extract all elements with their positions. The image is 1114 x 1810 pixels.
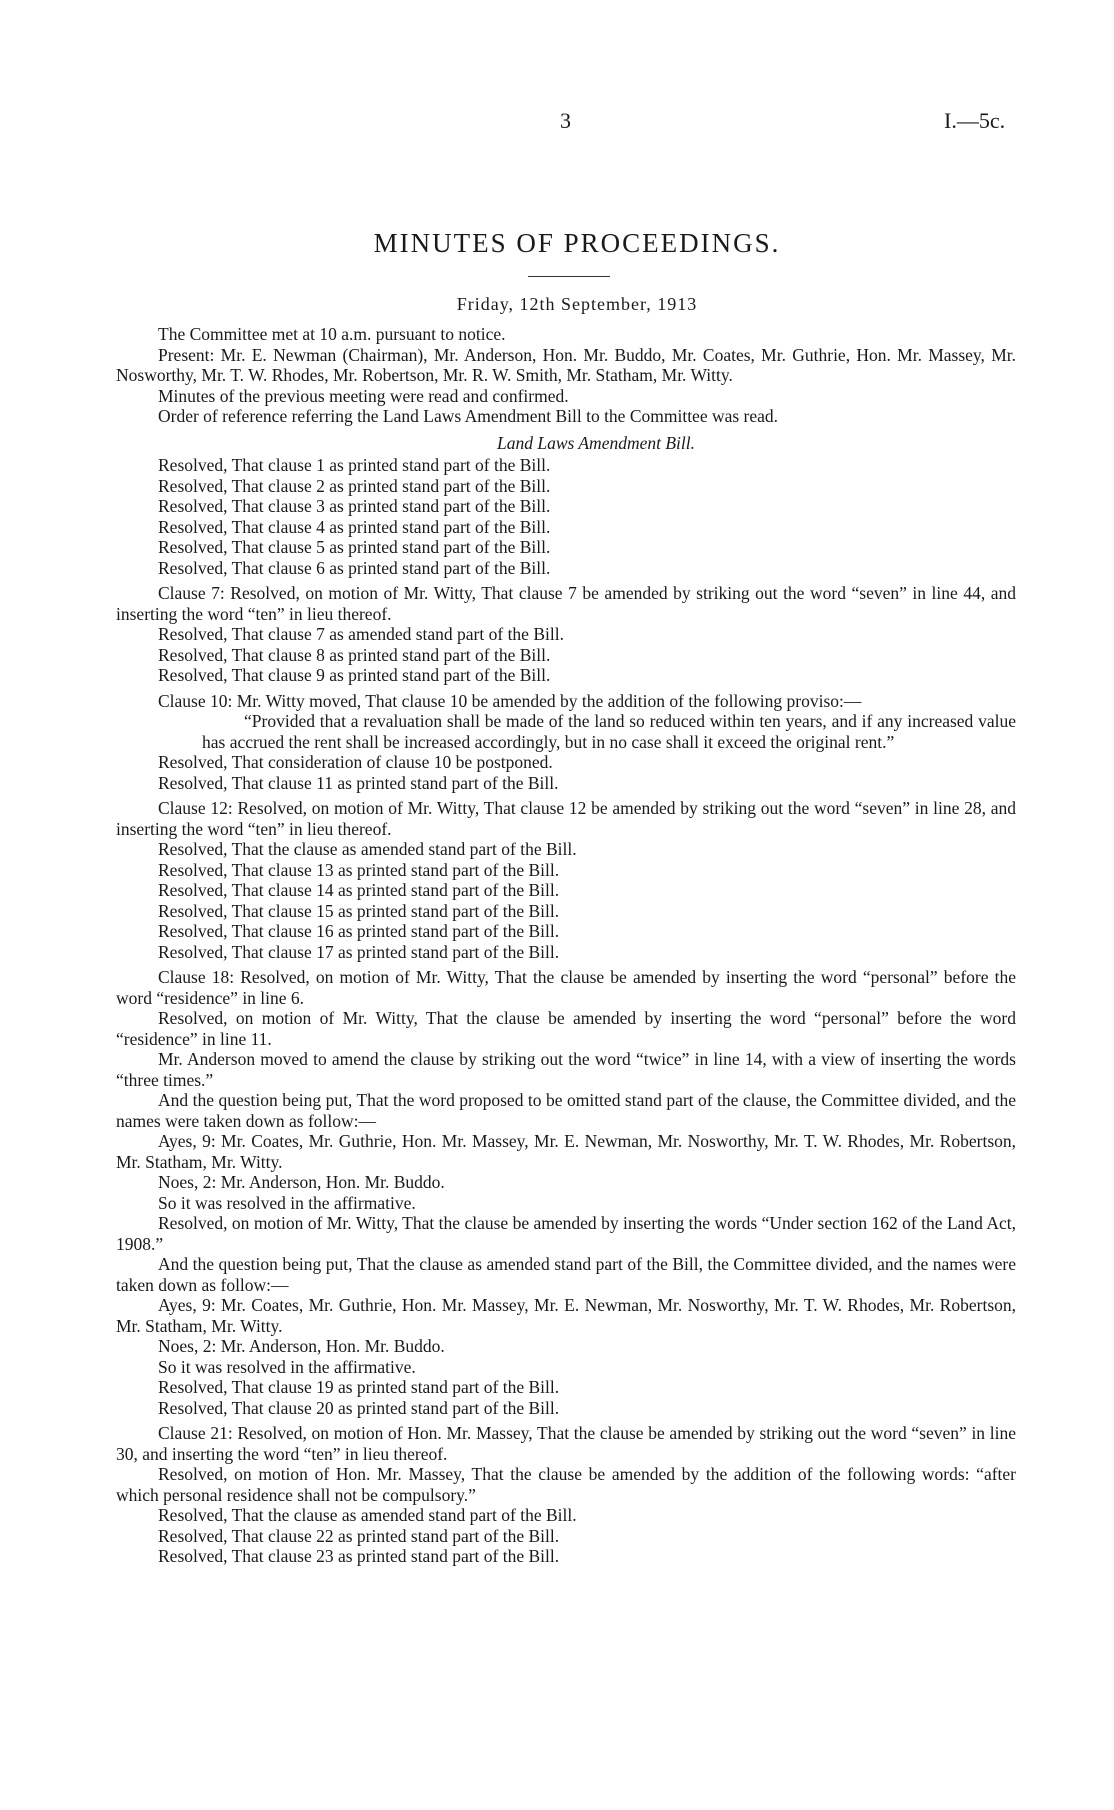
resolution-clause-9: Resolved, That clause 9 as printed stand part of the Bill. xyxy=(158,665,551,685)
clause-21-addition: Resolved, on motion of Hon. Mr. Massey, That the clause be amended by the addition of the following words: “after which personal residence shall not be compulsory.” xyxy=(116,1464,1016,1505)
paragraph-opening: The Committee met at 10 a.m. pursuant to notice. xyxy=(158,324,506,344)
clause-18-result: So it was resolved in the affirmative. xyxy=(158,1192,416,1213)
clause-18-noes-2: Noes, 2: Mr. Anderson, Hon. Mr. Buddo. xyxy=(158,1336,445,1356)
minutes-body xyxy=(116,324,1016,1567)
clause-18-ayes: Ayes, 9: Mr. Coates, Mr. Guthrie, Hon. Mr. Massey, Mr. E. Newman, Mr. Nosworthy, Mr. T. W. Rhodes, Mr. Robertson, Mr. Statham, Mr. Witty. xyxy=(116,1131,1016,1172)
resolution-clause-11: Resolved, That clause 11 as printed stand part of the Bill. xyxy=(158,772,559,793)
resolution-clause-15: Resolved, That clause 15 as printed stand part of the Bill. xyxy=(158,900,560,921)
clause-18-amendment-line-6: Clause 18: Resolved, on motion of Mr. Witty, That the clause be amended by inserting the word “personal” before the word “residence” in line 6. xyxy=(116,967,1016,1008)
document-reference: I.—5c. xyxy=(944,108,1006,133)
resolution-clause-7: Resolved, That clause 7 as amended stand part of the Bill. xyxy=(158,624,564,644)
clause-10-postponed: Resolved, That consideration of clause 10 be postponed. xyxy=(158,752,553,772)
section-heading: Land Laws Amendment Bill. xyxy=(496,432,696,453)
clause-18-amendment-line-11: Resolved, on motion of Mr. Witty, That the clause be amended by inserting the word “personal” before the word “residence” in line 11. xyxy=(116,1008,1016,1049)
paragraph-order: Order of reference referring the Land Laws Amendment Bill to the Committee was read. xyxy=(158,406,779,426)
resolution-clause-12: Resolved, That the clause as amended stand part of the Bill. xyxy=(158,839,577,859)
resolution-clause-8: Resolved, That clause 8 as printed stand part of the Bill. xyxy=(158,644,551,665)
clause-18-ayes-2: Ayes, 9: Mr. Coates, Mr. Guthrie, Hon. Mr. Massey, Mr. E. Newman, Mr. Nosworthy, Mr. T. W. Rhodes, Mr. Robertson, Mr. Statham, Mr. Witty. xyxy=(116,1295,1016,1336)
resolution-clause-2: Resolved, That clause 2 as printed stand part of the Bill. xyxy=(158,475,551,496)
clause-18-division: And the question being put, That the word proposed to be omitted stand part of the clause, the Committee divided, and the names were taken down as follow:— xyxy=(116,1090,1016,1131)
document-title: MINUTES OF PROCEEDINGS. xyxy=(373,228,781,258)
resolution-clause-22: Resolved, That clause 22 as printed stand part of the Bill. xyxy=(158,1525,560,1546)
clause-10-proviso: “Provided that a revaluation shall be made of the land so reduced within ten years, and if any increased value has accrued the rent shall be increased accordingly, but in no case shall it exceed the original rent.” xyxy=(202,711,1016,752)
resolution-clause-19: Resolved, That clause 19 as printed stand part of the Bill. xyxy=(158,1377,560,1397)
resolution-clause-14: Resolved, That clause 14 as printed stand part of the Bill. xyxy=(158,880,560,900)
clause-18-noes: Noes, 2: Mr. Anderson, Hon. Mr. Buddo. xyxy=(158,1172,445,1192)
paragraph-minutes: Minutes of the previous meeting were read and confirmed. xyxy=(158,385,569,406)
clause-18-result-2: So it was resolved in the affirmative. xyxy=(158,1356,416,1377)
resolution-clause-3: Resolved, That clause 3 as printed stand part of the Bill. xyxy=(158,496,551,516)
resolution-clause-4: Resolved, That clause 4 as printed stand part of the Bill. xyxy=(158,516,551,537)
resolution-clause-20: Resolved, That clause 20 as printed stand part of the Bill. xyxy=(158,1397,560,1418)
clause-7-amendment: Clause 7: Resolved, on motion of Mr. Witty, That clause 7 be amended by striking out the word “seven” in line 44, and inserting the word “ten” in lieu thereof. xyxy=(116,583,1016,624)
resolution-clause-23: Resolved, That clause 23 as printed stand part of the Bill. xyxy=(158,1546,560,1566)
resolution-clause-17: Resolved, That clause 17 as printed stand part of the Bill. xyxy=(158,941,560,962)
resolution-clause-21: Resolved, That the clause as amended stand part of the Bill. xyxy=(158,1505,577,1525)
clause-18-division-2: And the question being put, That the clause as amended stand part of the Bill, the Committee divided, and the names were taken down as follow:— xyxy=(116,1254,1016,1295)
paragraph-present: Present: Mr. E. Newman (Chairman), Mr. Anderson, Hon. Mr. Buddo, Mr. Coates, Mr. Guthrie, Hon. Mr. Massey, Mr. Nosworthy, Mr. T. W. Rhodes, Mr. Robertson, Mr. R. W. Smith, Mr. Statham, Mr. Witty. xyxy=(116,344,1016,385)
resolution-clause-1: Resolved, That clause 1 as printed stand part of the Bill. xyxy=(158,455,551,475)
resolution-clause-6: Resolved, That clause 6 as printed stand part of the Bill. xyxy=(158,557,551,578)
resolution-clause-13: Resolved, That clause 13 as printed stand part of the Bill. xyxy=(158,859,560,880)
resolution-clause-16: Resolved, That clause 16 as printed stand part of the Bill. xyxy=(158,921,560,941)
page-number: 3 xyxy=(560,108,571,133)
clause-21-amendment: Clause 21: Resolved, on motion of Hon. Mr. Massey, That the clause be amended by striking out the word “seven” in line 30, and inserting the word “ten” in lieu thereof. xyxy=(116,1423,1016,1464)
clause-18-amendment-section-162: Resolved, on motion of Mr. Witty, That the clause be amended by inserting the words “Under section 162 of the Land Act, 1908.” xyxy=(116,1213,1016,1254)
meeting-date: Friday, 12th September, 1913 xyxy=(456,294,698,314)
clause-18-anderson-motion: Mr. Anderson moved to amend the clause by striking out the word “twice” in line 14, with a view of inserting the words “three times.” xyxy=(116,1049,1016,1090)
title-divider xyxy=(528,276,610,277)
clause-12-amendment: Clause 12: Resolved, on motion of Mr. Witty, That clause 12 be amended by striking out the word “seven” in line 28, and inserting the word “ten” in lieu thereof. xyxy=(116,798,1016,839)
clause-10-motion: Clause 10: Mr. Witty moved, That clause 10 be amended by the addition of the following proviso:— xyxy=(158,690,862,711)
resolution-clause-5: Resolved, That clause 5 as printed stand part of the Bill. xyxy=(158,537,551,557)
